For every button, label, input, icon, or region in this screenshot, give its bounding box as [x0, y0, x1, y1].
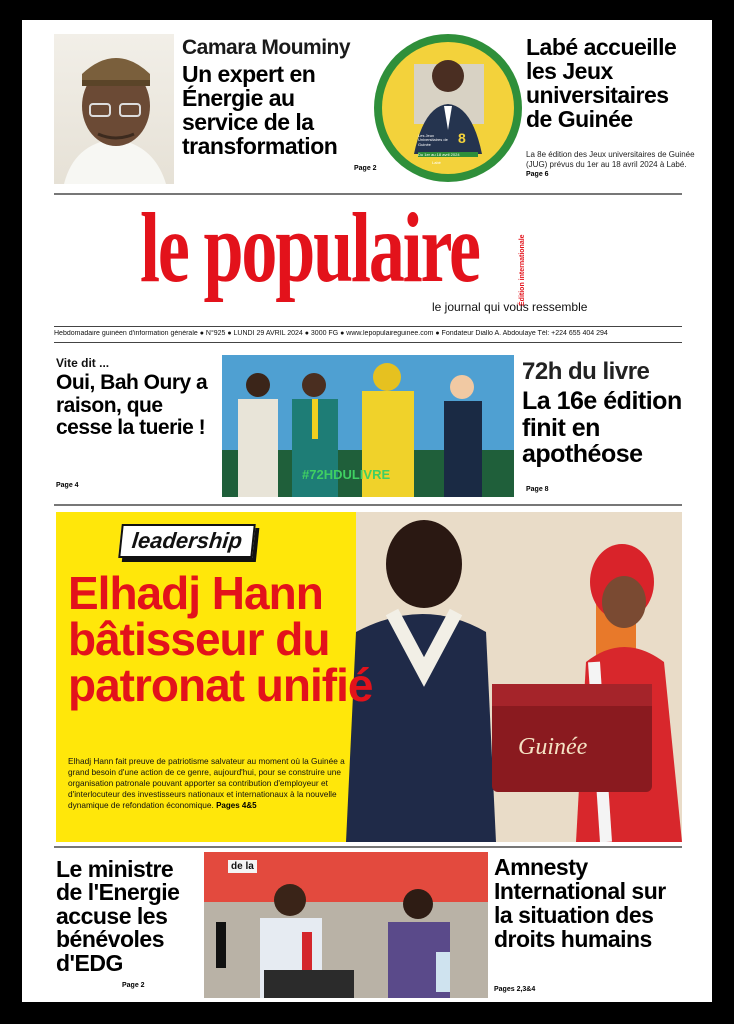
feature-body-text: Elhadj Hann fait preuve de patriotisme salvateur au moment où la Guinée a grand besoin d'une action de ce genre, aujourd'hui, pour se construire une organisation patronale pouvant apporter sa contribution d'employeur et d'interlocuteur des investisseurs nationaux et internationaux à la nouvelle dynamique de refondation économique. — [68, 756, 345, 810]
rule-masthead-bottom — [54, 342, 682, 343]
feature-body — [68, 756, 354, 811]
bottom-left-headline[interactable]: Le ministre de l'Energie accuse les bénévoles d'EDG — [56, 856, 180, 976]
row2-right-page: Page 8 — [526, 486, 549, 493]
rule-masthead-top — [54, 326, 682, 327]
row2-photo — [222, 355, 514, 497]
feature-block — [56, 512, 682, 842]
jug-badge-place: Labé — [432, 160, 441, 165]
top-left-headline[interactable]: Un expert en Énergie au service de la transformation — [182, 61, 338, 160]
row2-left-page: Page 4 — [56, 482, 79, 489]
masthead-vertical: Édition internationale — [519, 234, 526, 306]
bottom-photo-banner: de la — [228, 860, 257, 873]
top-right-body-text: La 8e édition des Jeux universitaires de Guinée (JUG) prévus du 1er au 18 avril 2024 à Labé. — [526, 150, 695, 169]
masthead-title[interactable]: le populaire — [140, 192, 479, 303]
masthead-tagline: le journal qui vous ressemble — [432, 300, 588, 314]
top-right-page: Page 6 — [526, 171, 549, 179]
row2-hashtag: #72HDULIVRE — [302, 467, 391, 482]
rule-row2 — [54, 504, 682, 506]
top-right-headline[interactable]: Labé accueille les Jeux universitaires de Guinée — [526, 34, 677, 132]
bottom-photo — [204, 852, 488, 998]
top-left-name: Camara Mouminy — [182, 36, 351, 59]
jug-badge-line1: Les Jeux Universitaires de Guinée — [418, 133, 448, 147]
row2-left-headline[interactable]: Oui, Bah Oury a raison, que cesse la tuerie ! — [56, 371, 208, 440]
bottom-right-headline[interactable]: Amnesty International sur la situation des droits humains — [494, 854, 666, 952]
feature-box-text: Guinée — [518, 734, 588, 760]
feature-page: Pages 4&5 — [216, 800, 257, 810]
bottom-right-page: Pages 2,3&4 — [494, 986, 536, 993]
rule-feature — [54, 846, 682, 848]
jug-badge — [374, 34, 522, 182]
newspaper-page — [22, 20, 712, 1002]
top-left-page: Page 2 — [354, 165, 377, 172]
portrait-camara-mouminy — [54, 34, 174, 184]
feature-label: leadership — [118, 524, 256, 558]
row2-left-kicker: Vite dit ... — [56, 356, 110, 370]
feature-headline[interactable]: Elhadj Hann bâtisseur du patronat unifié — [68, 567, 373, 711]
jug-badge-dates: Du 1er au 18 avril 2024 — [418, 152, 478, 157]
bottom-left-page: Page 2 — [122, 982, 145, 989]
top-right-body — [526, 150, 696, 180]
row2-right-headline[interactable]: La 16e édition finit en apothéose — [522, 387, 682, 468]
row2-right-kicker: 72h du livre — [522, 358, 650, 385]
masthead-info: Hebdomadaire guinéen d'information générale ● N°925 ● LUNDI 29 AVRIL 2024 ● 3000 FG ● www.lepopulaireguinee.com ● Fondateur Diallo A. Abdoulaye Tél: +224 655 404 294 — [54, 330, 608, 337]
jug-badge-number: 8 — [458, 130, 466, 146]
